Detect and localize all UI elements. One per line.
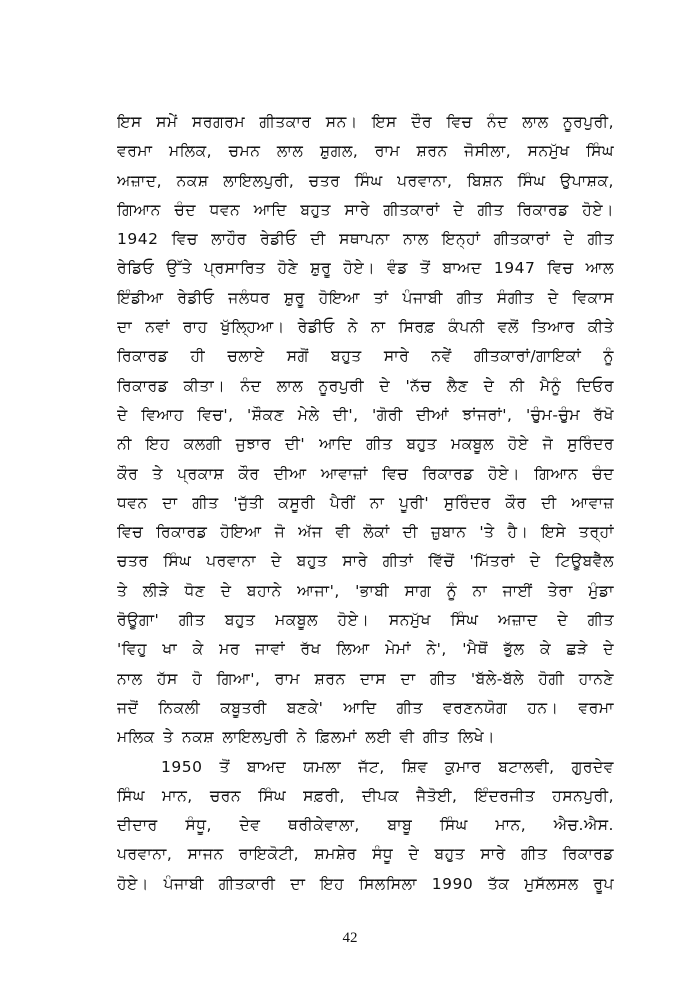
text-line: ਸਿੰਘ ਮਾਨ, ਚਰਨ ਸਿੰਘ ਸਫ਼ਰੀ, ਦੀਪਕ ਜੈਤੋਈ, ਇੰਦਰਜੀਤ ਹਸਨਪੁਰੀ,: [117, 786, 614, 805]
text-line: ਰੋਊਗਾ' ਗੀਤ ਬਹੁਤ ਮਕਬੂਲ ਹੋਏ। ਸਨਮੁੱਖ ਸਿੰਘ ਅਜ਼ਾਦ ਦੇ ਗੀਤ: [117, 611, 614, 630]
text-line: ਕੌਰ ਤੇ ਪ੍ਰਕਾਸ਼ ਕੌਰ ਦੀਆ ਆਵਾਜ਼ਾਂ ਵਿਚ ਰਿਕਾਰਡ ਹੋਏ। ਗਿਆਨ ਚੰਦ: [117, 464, 614, 483]
text-line: ਨਾਲ ਹੱਸ ਹੋ ਗਿਆ', ਰਾਮ ਸ਼ਰਨ ਦਾਸ ਦਾ ਗੀਤ 'ਬੱਲੇ-ਬੱਲੇ ਹੋਗੀ ਹਾਨਣੇ: [117, 669, 614, 688]
text-line: ਦੇ ਵਿਆਹ ਵਿਚ', 'ਸ਼ੌਕਣ ਮੇਲੇ ਦੀ', 'ਗੋਰੀ ਦੀਆਂ ਝਾਂਜਰਾਂ', 'ਚੁੰਮ-ਚੁੰਮ ਰੱਖੋ: [117, 405, 614, 424]
text-line: ਪਰਵਾਨਾ, ਸਾਜਨ ਰਾਇਕੋਟੀ, ਸ਼ਮਸ਼ੇਰ ਸੰਧੂ ਦੇ ਬਹੁਤ ਸਾਰੇ ਗੀਤ ਰਿਕਾਰਡ: [117, 845, 614, 864]
text-line: ਰੇਡਿਓ ਉੱਤੇ ਪ੍ਰਸਾਰਿਤ ਹੋਣੇ ਸ਼ੁਰੂ ਹੋਏ। ਵੰਡ ਤੋਂ ਬਾਅਦ 1947 ਵਿਚ ਆਲ: [117, 259, 614, 278]
text-line: ਦੀਦਾਰ ਸੰਧੂ, ਦੇਵ ਥਰੀਕੇਵਾਲਾ, ਬਾਬੂ ਸਿੰਘ ਮਾਨ, ਐਚ.ਐਸ.: [117, 816, 614, 835]
text-line: 'ਵਿਹੁ ਖਾ ਕੇ ਮਰ ਜਾਵਾਂ ਰੱਖ ਲਿਆ ਮੇਮਾਂ ਨੇ', 'ਮੈਥੋਂ ਭੁੱਲ ਕੇ ਛੜੇ ਦੇ: [117, 640, 614, 659]
text-line: ਅਜ਼ਾਦ, ਨਕਸ਼ ਲਾਇਲਪੁਰੀ, ਚਤਰ ਸਿੰਘ ਪਰਵਾਨਾ, ਬਿਸ਼ਨ ਸਿੰਘ ਉਪਾਸ਼ਕ,: [117, 171, 614, 190]
text-line: 1950 ਤੋਂ ਬਾਅਦ ਯਮਲਾ ਜੱਟ, ਸ਼ਿਵ ਕੁਮਾਰ ਬਟਾਲਵੀ, ਗੁਰਦੇਵ: [161, 757, 614, 776]
page-body: [117, 108, 614, 899]
text-line: ਰਿਕਾਰਡ ਕੀਤਾ। ਨੰਦ ਲਾਲ ਨੂਰਪੁਰੀ ਦੇ 'ਨੱਚ ਲੈਣ ਦੇ ਨੀ ਮੈਨੂੰ ਦਿਓਰ: [117, 376, 614, 395]
text-line: ਮਲਿਕ ਤੇ ਨਕਸ਼ ਲਾਇਲਪੁਰੀ ਨੇ ਫ਼ਿਲਮਾਂ ਲਈ ਵੀ ਗੀਤ ਲਿਖੇ।: [117, 728, 495, 747]
text-line: ਇਸ ਸਮੇਂ ਸਰਗਰਮ ਗੀਤਕਾਰ ਸਨ। ਇਸ ਦੌਰ ਵਿਚ ਨੰਦ ਲਾਲ ਨੂਰਪੁਰੀ,: [117, 113, 614, 131]
text-line: ਚਤਰ ਸਿੰਘ ਪਰਵਾਨਾ ਦੇ ਬਹੁਤ ਸਾਰੇ ਗੀਤਾਂ ਵਿੱਚੋਂ 'ਮਿੱਤਰਾਂ ਦੇ ਟਿਊਬਵੈੱਲ: [117, 552, 614, 571]
paragraph-2: [117, 753, 614, 899]
page-number: 42: [342, 930, 358, 946]
text-line: ਵਰਮਾ ਮਲਿਕ, ਚਮਨ ਲਾਲ ਸ਼ੁਗਲ, ਰਾਮ ਸ਼ਰਨ ਜੋਸੀਲਾ, ਸਨਮੁੱਖ ਸਿੰਘ: [117, 142, 614, 161]
text-line: ਇੰਡੀਆ ਰੇਡੀਓ ਜਲੰਧਰ ਸ਼ੁਰੂ ਹੋਇਆ ਤਾਂ ਪੰਜਾਬੀ ਗੀਤ ਸੰਗੀਤ ਦੇ ਵਿਕਾਸ: [117, 288, 614, 307]
text-line: ਨੀ ਇਹ ਕਲਗੀ ਜੁਝਾਰ ਦੀ' ਆਦਿ ਗੀਤ ਬਹੁਤ ਮਕਬੂਲ ਹੋਏ ਜੋ ਸੁਰਿੰਦਰ: [117, 435, 614, 454]
text-line: ਗਿਆਨ ਚੰਦ ਧਵਨ ਆਦਿ ਬਹੁਤ ਸਾਰੇ ਗੀਤਕਾਰਾਂ ਦੇ ਗੀਤ ਰਿਕਾਰਡ ਹੋਏ।: [117, 200, 614, 219]
text-line: ਹੋਏ। ਪੰਜਾਬੀ ਗੀਤਕਾਰੀ ਦਾ ਇਹ ਸਿਲਸਿਲਾ 1990 ਤੱਕ ਮੁਸੱਲਸਲ ਰੂਪ: [117, 874, 614, 893]
text-line: ਧਵਨ ਦਾ ਗੀਤ 'ਜੁੱਤੀ ਕਸੂਰੀ ਪੈਰੀਂ ਨਾ ਪੂਰੀ' ਸੁਰਿੰਦਰ ਕੌਰ ਦੀ ਆਵਾਜ਼: [117, 493, 614, 512]
text-line: 1942 ਵਿਚ ਲਾਹੌਰ ਰੇਡੀਓ ਦੀ ਸਥਾਪਨਾ ਨਾਲ ਇਨ੍ਹਾਂ ਗੀਤਕਾਰਾਂ ਦੇ ਗੀਤ: [117, 230, 614, 249]
text-line: ਰਿਕਾਰਡ ਹੀ ਚਲਾਏ ਸਗੋਂ ਬਹੁਤ ਸਾਰੇ ਨਵੇਂ ਗੀਤਕਾਰਾਂ/ਗਾਇਕਾਂ ਨੂੰ: [117, 347, 614, 366]
text-line: ਵਿਚ ਰਿਕਾਰਡ ਹੋਇਆ ਜੋ ਅੱਜ ਵੀ ਲੋਕਾਂ ਦੀ ਜ਼ੁਬਾਨ 'ਤੇ ਹੈ। ਇਸੇ ਤਰ੍ਹਾਂ: [117, 523, 614, 542]
text-line: ਤੇ ਲੀੜੇ ਧੋਣ ਦੇ ਬਹਾਨੇ ਆਜਾ', 'ਭਾਬੀ ਸਾਗ ਨੂੰ ਨਾ ਜਾਈਂ ਤੇਰਾ ਮੁੰਡਾ: [117, 581, 614, 600]
text-line: ਦਾ ਨਵਾਂ ਰਾਹ ਖੁੱਲ੍ਹਿਆ। ਰੇਡੀਓ ਨੇ ਨਾ ਸਿਰਫ਼ ਕੰਪਨੀ ਵਲੋਂ ਤਿਆਰ ਕੀਤੇ: [117, 318, 614, 337]
text-line: ਜਦੋਂ ਨਿਕਲੀ ਕਬੂਤਰੀ ਬਣਕੇ' ਆਦਿ ਗੀਤ ਵਰਣਨਯੋਗ ਹਨ। ਵਰਮਾ: [117, 698, 614, 717]
paragraph-1: [117, 108, 614, 753]
